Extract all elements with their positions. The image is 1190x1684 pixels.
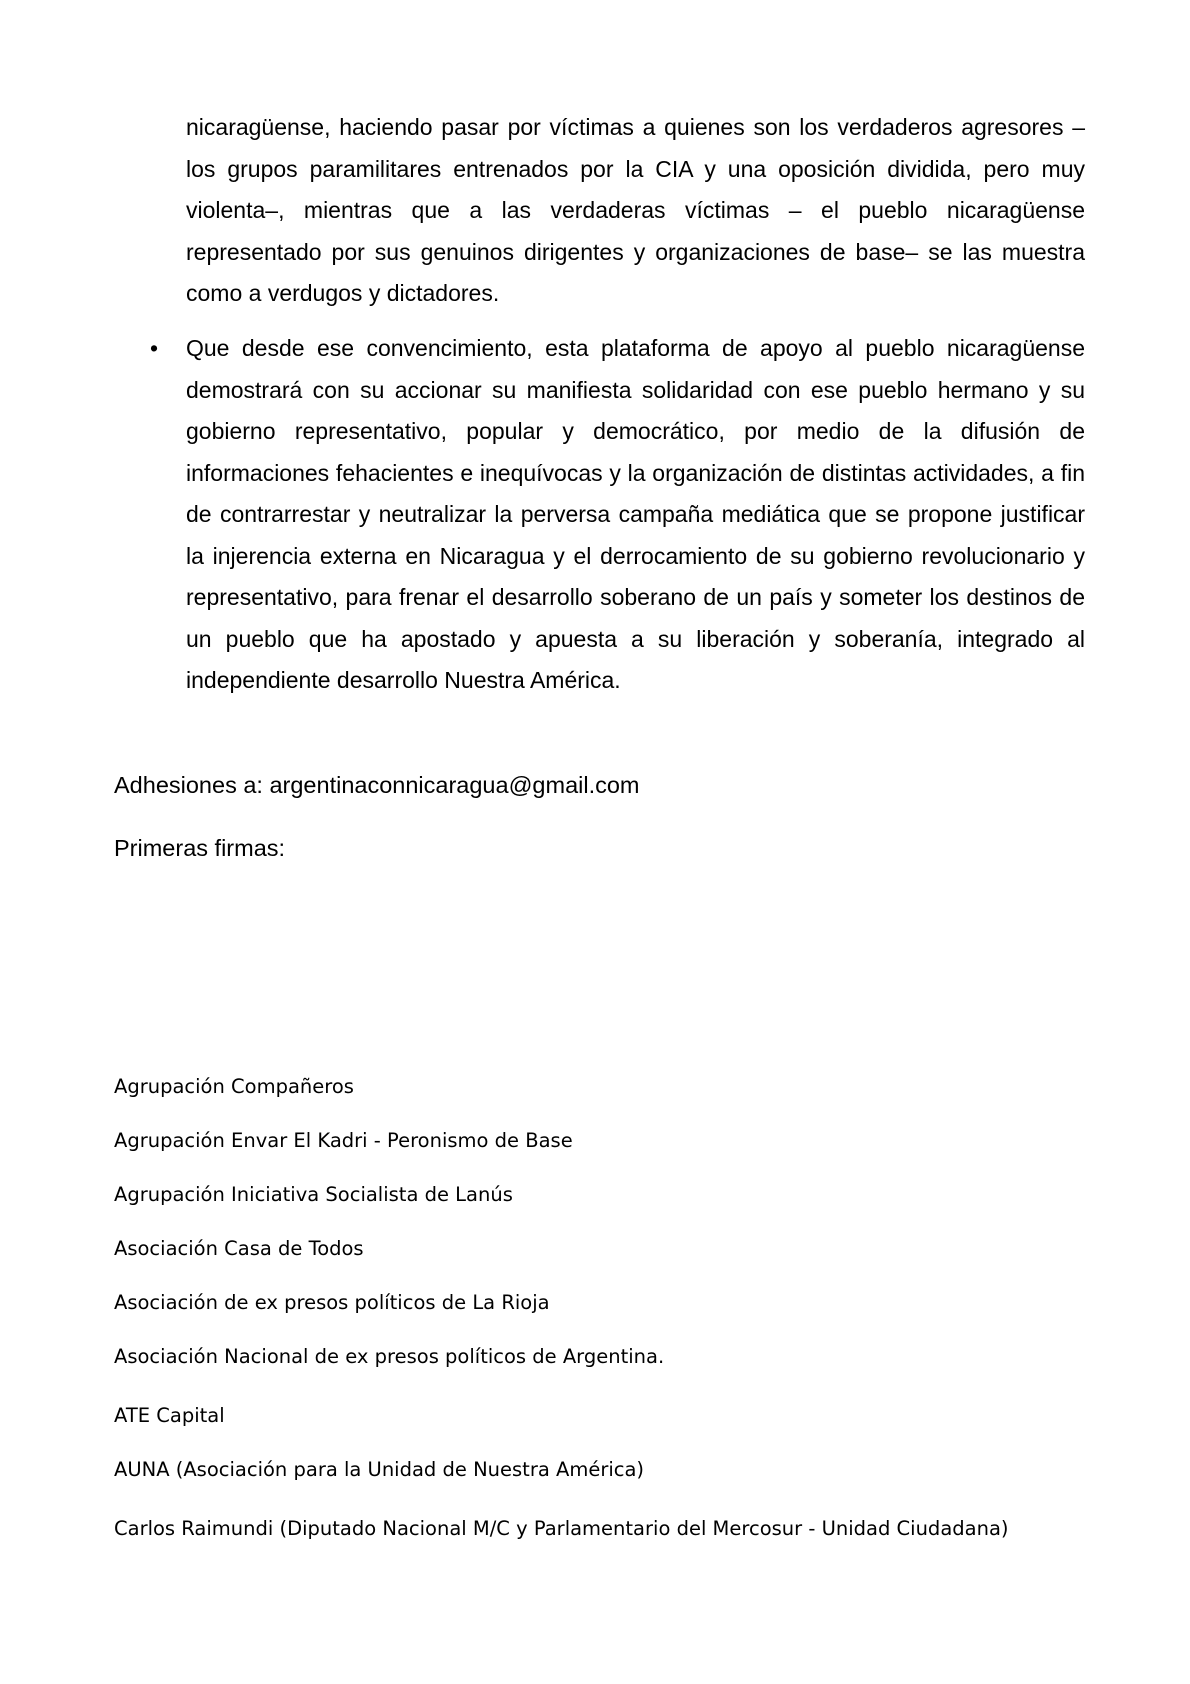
signer-item: Carlos Raimundi (Diputado Nacional M/C y Parlamentario del Mercosur - Unidad Ciudadana) <box>114 1517 1009 1540</box>
signer-item: Agrupación Envar El Kadri - Peronismo de Base <box>114 1129 573 1152</box>
firmas-heading: Primeras firmas: <box>114 835 286 861</box>
signer-item: Agrupación Compañeros <box>114 1075 354 1098</box>
signer-item: Asociación de ex presos políticos de La Rioja <box>114 1291 550 1314</box>
signer-item: ATE Capital <box>114 1404 225 1427</box>
signer-item: Asociación Casa de Todos <box>114 1237 364 1260</box>
bullet-item <box>140 328 1085 702</box>
bullet-text: Que desde ese convencimiento, esta plataforma de apoyo al pueblo nicaragüense demostrará con su accionar su manifiesta solidaridad con ese pueblo hermano y su gobierno representativo, popular y democrático, por medio de la difusión de informaciones fehacientes e inequívocas y la organización de distintas actividades, a fin de contrarrestar y neutralizar la perversa campaña mediática que se propone justificar la injerencia externa en Nicaragua y el derrocamiento de su gobierno revolucionario y representativo, para frenar el desarrollo soberano de un país y someter los destinos de un pueblo que ha apostado y apuesta a su liberación y soberanía, integrado al independiente desarrollo Nuestra América. <box>186 335 1085 693</box>
adhesiones-line: Adhesiones a: argentinaconnicaragua@gmail.com <box>114 772 640 798</box>
signer-item: AUNA (Asociación para la Unidad de Nuestra América) <box>114 1458 645 1481</box>
paragraph-continuation: nicaragüense, haciendo pasar por víctimas a quienes son los verdaderos agresores –los grupos paramilitares entrenados por la CIA y una oposición dividida, pero muy violenta–, mientras que a las verdaderas víctimas – el pueblo nicaragüense representado por sus genuinos dirigentes y organizaciones de base– se las muestra como a verdugos y dictadores. <box>186 114 1085 306</box>
bullet-marker: • <box>150 335 159 361</box>
signer-item: Asociación Nacional de ex presos políticos de Argentina. <box>114 1345 665 1368</box>
signer-item: Agrupación Iniciativa Socialista de Lanús <box>114 1183 513 1206</box>
